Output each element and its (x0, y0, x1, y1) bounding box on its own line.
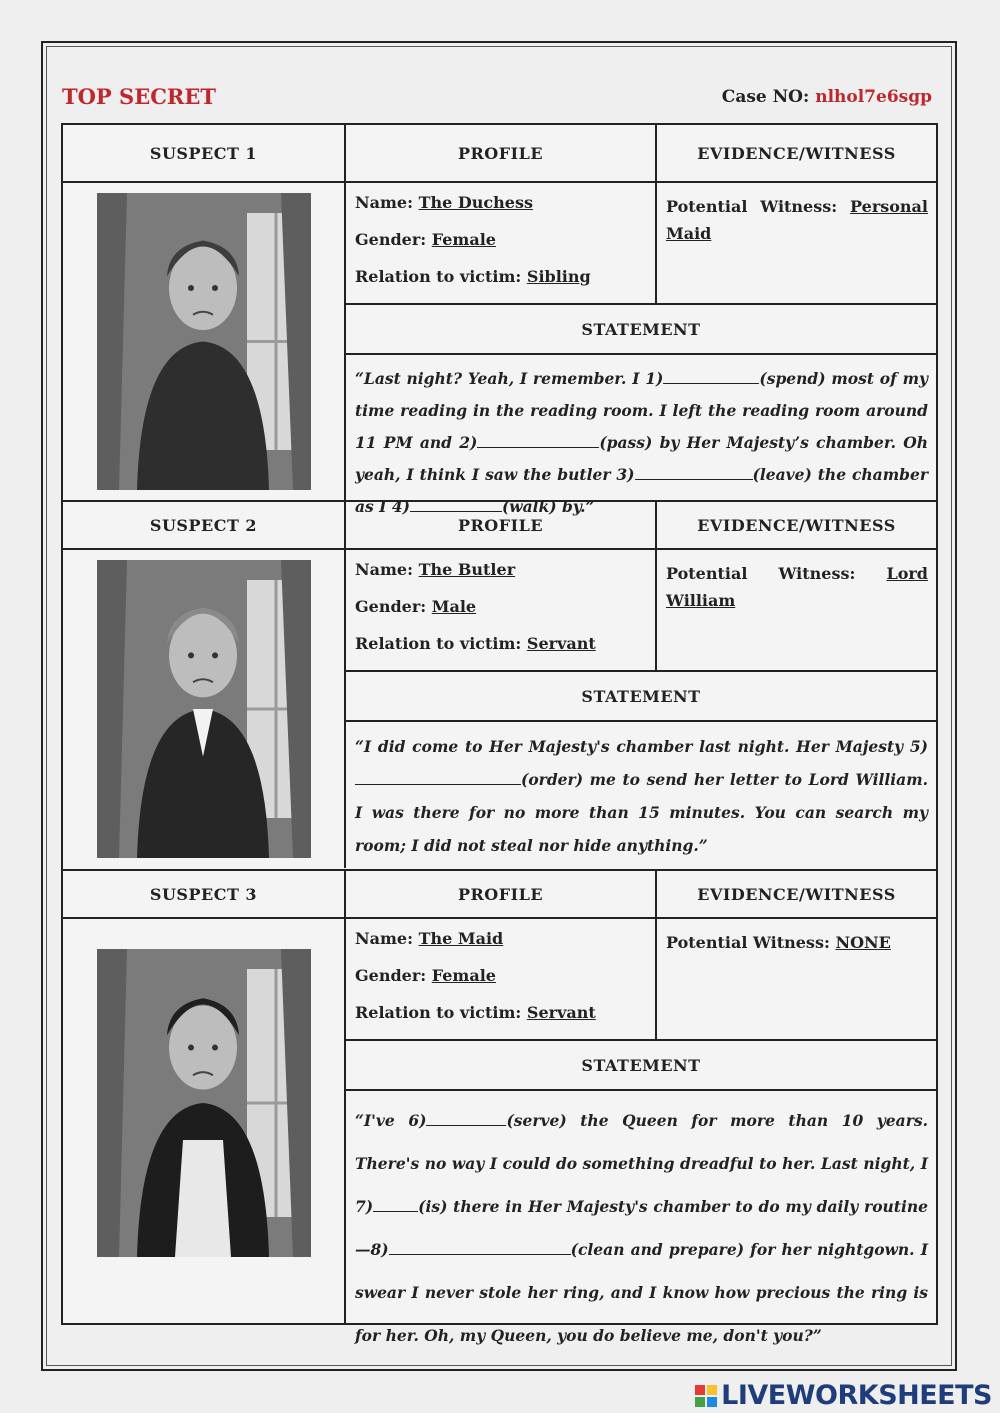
witness-value: Lord William (666, 564, 928, 610)
profile-cell (346, 919, 657, 1041)
statement-header-label: STATEMENT (581, 319, 701, 339)
suspect-title: SUSPECT 3 (149, 884, 258, 904)
statement-part-c: (pass) by Her Majesty’s chamber. Oh yeah, I think I saw the butler 3) (355, 433, 929, 484)
statement-header-label: STATEMENT (581, 686, 701, 706)
profile-name-value: The Duchess (418, 193, 533, 212)
suspect-portrait (97, 560, 311, 858)
suspect-title-cell (63, 500, 346, 550)
statement-header (346, 305, 936, 355)
profile-name-line (355, 929, 655, 966)
profile-cell (346, 183, 657, 305)
profile-header (346, 500, 657, 550)
answer-blank-5[interactable] (355, 770, 521, 785)
case-id: nlhol7e6sgp (815, 87, 932, 107)
profile-relation-value: Servant (526, 1003, 596, 1022)
profile-header-label: PROFILE (457, 884, 544, 904)
profile-name-line (355, 560, 655, 597)
statement-part-a: “Last night? Yeah, I remember. I 1) (355, 369, 664, 388)
logo-mark-icon (695, 1385, 717, 1407)
witness-label: Potential Witness: (666, 197, 838, 216)
witness-value: Personal Maid (666, 197, 928, 243)
evidence-header (657, 125, 936, 183)
portrait-cell (63, 183, 346, 501)
profile-relation-line (355, 634, 655, 671)
profile-relation-value: Servant (526, 634, 596, 653)
logo-text: LIVEWORKSHEETS (721, 1380, 992, 1411)
profile-gender-label: Gender: (355, 597, 427, 616)
profile-header-label: PROFILE (457, 515, 544, 535)
profile-gender-value: Female (431, 230, 496, 249)
statement-part-d: (clean and prepare) for her nightgown. I swear I never stole her ring, and I know how precious the ring is for her. Oh, my Queen, you do believe me, don't you?” (355, 1240, 928, 1345)
witness-cell (657, 919, 936, 1041)
case-number (722, 87, 932, 107)
statement-text (346, 355, 936, 516)
profile-name-value: The Butler (418, 560, 516, 579)
witness-cell (657, 183, 936, 305)
profile-gender-line (355, 597, 655, 634)
profile-relation-label: Relation to victim: (355, 1003, 522, 1022)
liveworksheets-logo[interactable] (695, 1380, 992, 1411)
profile-header (346, 125, 657, 183)
suspect-title: SUSPECT 2 (149, 515, 258, 535)
suspect-title-cell (63, 869, 346, 919)
profile-name-label: Name: (355, 929, 414, 948)
statement-part-e: (walk) by.” (501, 497, 595, 516)
profile-relation-value: Sibling (526, 267, 591, 286)
witness-label: Potential Witness: (666, 933, 830, 952)
suspect-title: SUSPECT 1 (149, 143, 258, 163)
statement-header (346, 672, 936, 722)
statement-part-b: (serve) the Queen for more than 10 years. There's no way I could do something dreadful to her. Last night, I 7) (355, 1111, 928, 1216)
top-secret-stamp: TOP SECRET (62, 84, 216, 109)
answer-blank-8[interactable] (389, 1240, 571, 1255)
statement-part-b: (order) me to send her letter to Lord William. I was there for no more than 15 minutes. You can search my room; I did not steal nor hide anything.” (355, 770, 928, 855)
statement-header (346, 1041, 936, 1091)
witness-label: Potential Witness: (666, 564, 856, 583)
evidence-header (657, 869, 936, 919)
profile-cell (346, 550, 657, 672)
evidence-header-label: EVIDENCE/WITNESS (697, 143, 896, 163)
suspect-portrait (97, 949, 311, 1257)
portrait-cell (63, 919, 346, 1325)
profile-gender-label: Gender: (355, 230, 427, 249)
statement-part-c: (is) there in Her Majesty's chamber to do my daily routine—8) (355, 1197, 928, 1259)
answer-blank-2[interactable] (477, 433, 599, 448)
statement-text (346, 1091, 936, 1345)
statement-part-b: (spend) most of my time reading in the reading room. I left the reading room around 11 PM and 2) (355, 369, 928, 452)
profile-gender-line (355, 966, 655, 1003)
profile-gender-label: Gender: (355, 966, 427, 985)
profile-name-value: The Maid (418, 929, 504, 948)
profile-name-line (355, 193, 655, 230)
profile-gender-value: Female (431, 966, 496, 985)
suspect-sheet (61, 123, 938, 1345)
profile-relation-line (355, 1003, 655, 1040)
statement-part-a: “I've 6) (355, 1111, 427, 1130)
profile-relation-label: Relation to victim: (355, 267, 522, 286)
profile-relation-line (355, 267, 655, 304)
profile-header-label: PROFILE (457, 143, 544, 163)
portrait-cell (63, 550, 346, 868)
evidence-header-label: EVIDENCE/WITNESS (697, 884, 896, 904)
statement-text (346, 722, 936, 868)
profile-gender-line (355, 230, 655, 267)
suspect-title-cell (63, 125, 346, 183)
answer-blank-3[interactable] (635, 465, 753, 480)
profile-gender-value: Male (431, 597, 477, 616)
witness-value: NONE (835, 933, 891, 952)
suspect-portrait (97, 193, 311, 490)
evidence-header (657, 500, 936, 550)
answer-blank-1[interactable] (663, 369, 759, 384)
answer-blank-7[interactable] (373, 1197, 418, 1212)
profile-name-label: Name: (355, 193, 414, 212)
profile-header (346, 869, 657, 919)
statement-header-label: STATEMENT (581, 1055, 701, 1075)
case-label: Case NO: (721, 87, 810, 107)
statement-part-d: (leave) the chamber as I 4) (355, 465, 928, 516)
statement-part-a: “I did come to Her Majesty's chamber last night. Her Majesty 5) (355, 737, 928, 756)
profile-relation-label: Relation to victim: (355, 634, 522, 653)
profile-name-label: Name: (355, 560, 414, 579)
evidence-header-label: EVIDENCE/WITNESS (697, 515, 896, 535)
answer-blank-6[interactable] (426, 1111, 506, 1126)
witness-cell (657, 550, 936, 672)
